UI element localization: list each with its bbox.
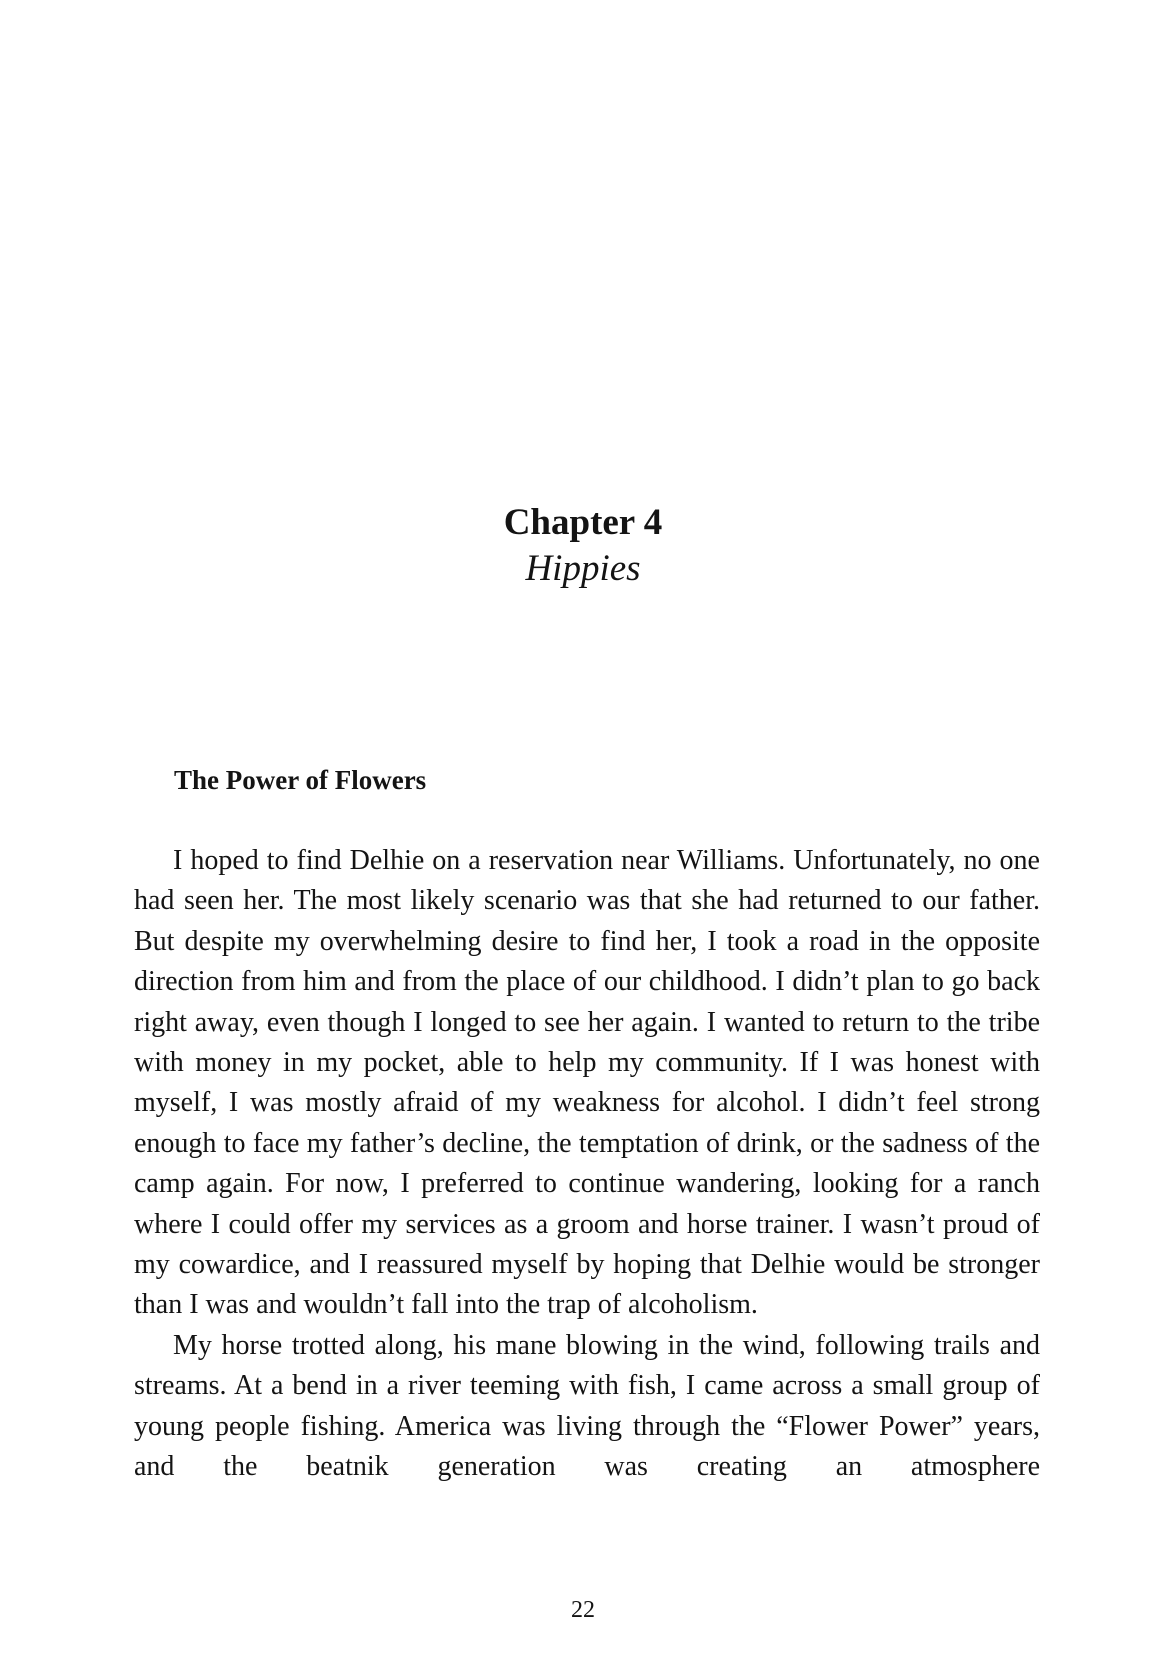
chapter-heading [0, 500, 1166, 592]
body-text [134, 841, 1040, 1488]
chapter-number: Chapter 4 [503, 502, 663, 543]
chapter-title: Hippies [525, 548, 641, 589]
paragraph-2: My horse trotted along, his mane blowing in the wind, following trails and streams. At a bend in a river teeming with fish, I came across a small group of young people fishing. America was living through the “Flower Power” years, and the beatnik generation was creating an atmosphere [134, 1329, 1040, 1483]
section-heading: The Power of Flowers [174, 765, 427, 795]
paragraph-1: I hoped to find Delhie on a reservation near Williams. Unfortunately, no one had seen her. The most likely scenario was that she had returned to our father. But despite my overwhelming desire to find her, I took a road in the opposite direction from him and from the place of our childhood. I didn’t plan to go back right away, even though I longed to see her again. I wanted to return to the tribe with money in my pocket, able to help my community. If I was honest with myself, I was mostly afraid of my weakness for alcohol. I didn’t feel strong enough to face my father’s decline, the temptation of drink, or the sadness of the camp again. For now, I preferred to continue wandering, looking for a ranch where I could offer my services as a groom and horse trainer. I wasn’t proud of my cowardice, and I reassured myself by hoping that Delhie would be stronger than I was and wouldn’t fall into the trap of alcoholism. [134, 845, 1040, 1321]
page-number: 22 [571, 1597, 595, 1623]
